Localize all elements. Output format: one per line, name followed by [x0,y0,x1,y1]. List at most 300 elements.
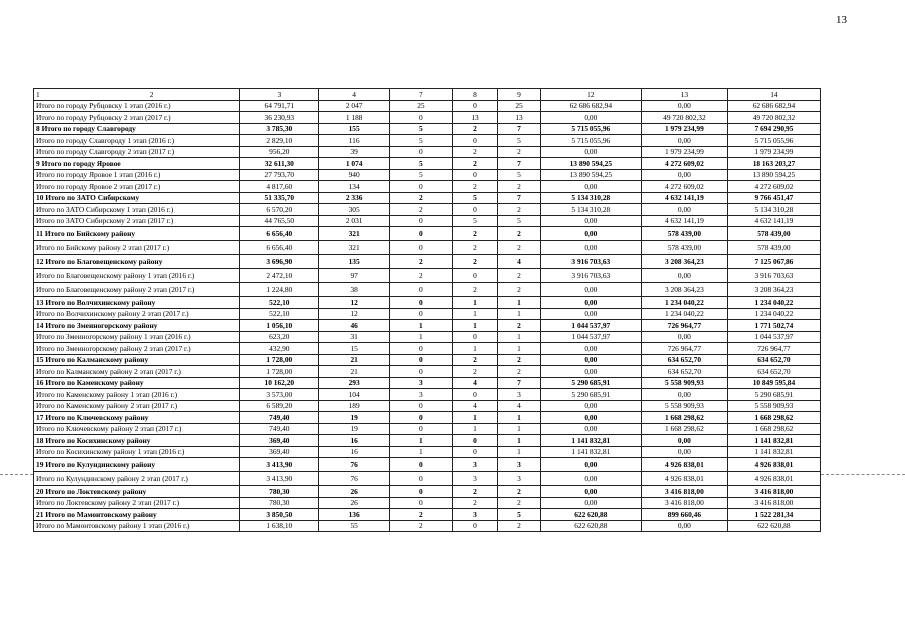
stage1-cost: 5 134 310,28 [540,204,641,216]
residents-count: 26 [319,497,390,509]
stage1-cost: 0,00 [540,423,641,435]
row-name-cell [34,192,240,204]
stage1-cost: 0,00 [540,400,641,412]
stage2-count: 3 [452,472,498,486]
row-name: Итого по Калманскому району 2 этап (2017 г.) [36,366,181,376]
total-cost: 5 558 909,93 [727,400,820,412]
stage2-cost: 5 558 909,93 [641,377,727,389]
total-count: 1 [498,343,540,355]
area-value: 3 696,90 [240,255,319,269]
total-count: 3 [498,389,540,401]
stage2-count: 2 [452,158,498,170]
stage1-cost: 5 715 055,96 [540,135,641,147]
row-name: Итого по городу Яровое [41,158,121,168]
table-row [34,283,821,297]
stage1-cost: 0,00 [540,215,641,227]
total-cost: 4 272 609,02 [727,181,820,193]
total-cost: 634 652,70 [727,366,820,378]
total-count: 5 [498,135,540,147]
stage2-count: 2 [452,255,498,269]
total-count: 2 [498,269,540,283]
row-name-cell [34,366,240,378]
total-cost: 3 208 364,23 [727,283,820,297]
dashed-separator-left [0,474,33,475]
row-name: Итого по городу Славгороду 1 этап (2016 г.) [36,135,175,145]
total-count: 1 [498,331,540,343]
residents-count: 76 [319,458,390,472]
stage1-cost: 0,00 [540,297,641,309]
table-row [34,472,821,486]
stage2-count: 0 [452,269,498,283]
total-cost: 62 686 682,94 [727,100,820,112]
total-count: 1 [498,446,540,458]
residents-count: 19 [319,423,390,435]
stage2-count: 1 [452,308,498,320]
stage2-cost: 3 416 818,00 [641,497,727,509]
residents-count: 46 [319,320,390,332]
stage1-cost: 0,00 [540,308,641,320]
column-number-13: 13 [641,89,727,101]
residents-count: 55 [319,520,390,532]
residents-count: 1 188 [319,112,390,124]
row-name: Итого по Косихинскому району [45,435,151,445]
stage1-count: 0 [390,423,453,435]
total-count: 2 [498,520,540,532]
stage1-count: 0 [390,458,453,472]
residents-count: 76 [319,472,390,486]
stage2-count: 2 [452,181,498,193]
row-name-cell [34,389,240,401]
row-name: Итого по ЗАТО Сибирскому 2 этап (2017 г.) [36,216,174,226]
area-value: 780,30 [240,486,319,498]
residents-count: 321 [319,241,390,255]
column-number-header-1-2 [34,89,240,101]
row-name-cell [34,354,240,366]
row-name-cell [34,509,240,521]
stage2-cost: 726 964,77 [641,320,727,332]
row-name: Итого по Ключевскому району [45,412,149,422]
row-index: 9 [36,158,40,168]
page-number: 13 [836,14,847,26]
stage2-count: 2 [452,283,498,297]
table-row [34,269,821,283]
stage1-cost: 5 290 685,91 [540,377,641,389]
residents-count: 134 [319,181,390,193]
stage2-cost: 4 926 838,01 [641,472,727,486]
total-cost: 1 044 537,97 [727,331,820,343]
stage2-count: 2 [452,227,498,241]
residents-count: 39 [319,146,390,158]
row-name: Итого по городу Яровое 1 этап (2016 г.) [36,170,161,180]
stage2-count: 2 [452,354,498,366]
total-cost: 4 632 141,19 [727,215,820,227]
stage1-count: 25 [390,100,453,112]
residents-count: 19 [319,412,390,424]
stage2-count: 3 [452,509,498,521]
stage2-cost: 5 558 909,93 [641,400,727,412]
table-row [34,366,821,378]
total-cost: 7 694 290,95 [727,123,820,135]
row-name: Итого по Мамонтовскому району [45,509,157,519]
stage2-count: 2 [452,366,498,378]
stage1-count: 2 [390,509,453,521]
column-number-9: 9 [498,89,540,101]
row-index: 21 [36,509,44,519]
stage1-cost: 0,00 [540,366,641,378]
stage1-cost: 0,00 [540,241,641,255]
row-index: 20 [36,486,44,496]
residents-count: 12 [319,297,390,309]
column-number-8: 8 [452,89,498,101]
column-number-3: 3 [240,89,319,101]
total-cost: 4 926 838,01 [727,472,820,486]
stage2-cost: 3 416 818,00 [641,486,727,498]
total-cost: 49 720 802,32 [727,112,820,124]
stage1-cost: 0,00 [540,354,641,366]
row-name: Итого по Кулундинскому району 2 этап (2017 г.) [36,473,188,483]
stage2-cost: 1 668 298,62 [641,423,727,435]
total-count: 1 [498,435,540,447]
area-value: 2 472,10 [240,269,319,283]
row-name: Итого по Кулундинскому району [45,459,156,469]
stage1-cost: 3 916 703,63 [540,255,641,269]
stage2-cost: 0,00 [641,135,727,147]
stage1-count: 0 [390,472,453,486]
stage2-cost: 4 632 141,19 [641,215,727,227]
row-name-cell [34,412,240,424]
row-name-cell [34,308,240,320]
stage1-count: 0 [390,227,453,241]
total-count: 7 [498,158,540,170]
row-name-cell [34,446,240,458]
area-value: 749,40 [240,412,319,424]
residents-count: 116 [319,135,390,147]
stage1-count: 5 [390,158,453,170]
row-name: Итого по Мамонтовскому району 1 этап (2016 г.) [36,521,190,531]
stage1-count: 0 [390,497,453,509]
total-cost: 5 290 685,91 [727,389,820,401]
stage1-count: 5 [390,169,453,181]
area-value: 1 056,10 [240,320,319,332]
stage2-count: 13 [452,112,498,124]
stage1-count: 0 [390,297,453,309]
total-count: 13 [498,112,540,124]
column-number-1: 1 [36,89,40,99]
row-name-cell [34,146,240,158]
stage2-cost: 899 660,46 [641,509,727,521]
table-row [34,204,821,216]
total-count: 2 [498,181,540,193]
stage2-count: 3 [452,458,498,472]
row-index: 17 [36,412,44,422]
stage1-count: 0 [390,112,453,124]
total-count: 2 [498,366,540,378]
column-number-7: 7 [390,89,453,101]
total-count: 3 [498,458,540,472]
row-index: 8 [36,124,40,134]
total-cost: 634 652,70 [727,354,820,366]
residents-count: 15 [319,343,390,355]
stage2-count: 2 [452,123,498,135]
stage1-cost: 0,00 [540,181,641,193]
stage1-cost: 5 290 685,91 [540,389,641,401]
table-row [34,241,821,255]
row-name-cell [34,472,240,486]
total-count: 7 [498,377,540,389]
stage1-cost: 0,00 [540,486,641,498]
table-row-total [34,377,821,389]
stage2-count: 2 [452,146,498,158]
row-name-cell [34,241,240,255]
residents-count: 104 [319,389,390,401]
stage1-cost: 5 134 310,28 [540,192,641,204]
total-count: 3 [498,472,540,486]
stage1-cost: 1 141 832,81 [540,446,641,458]
table-row-total [34,354,821,366]
stage2-count: 1 [452,343,498,355]
area-value: 6 656,40 [240,241,319,255]
stage1-cost: 622 620,88 [540,520,641,532]
total-count: 1 [498,412,540,424]
table-row-total [34,227,821,241]
table-row [34,520,821,532]
stage2-cost: 0,00 [641,169,727,181]
stage1-cost: 13 890 594,25 [540,169,641,181]
area-value: 749,40 [240,423,319,435]
stage2-count: 0 [452,446,498,458]
row-name: Итого по ЗАТО Сибирскому 1 этап (2016 г.) [36,204,174,214]
stage1-count: 0 [390,400,453,412]
total-cost: 3 416 818,00 [727,497,820,509]
row-index: 10 [36,193,44,203]
residents-count: 940 [319,169,390,181]
residents-count: 155 [319,123,390,135]
row-name: Итого по Локтевскому району 2 этап (2017 г.) [36,498,180,508]
area-value: 780,30 [240,497,319,509]
stage2-cost: 0,00 [641,389,727,401]
area-value: 4 817,60 [240,181,319,193]
row-name-cell [34,320,240,332]
stage1-cost: 0,00 [540,458,641,472]
stage1-count: 0 [390,366,453,378]
row-name-cell [34,486,240,498]
stage2-cost: 0,00 [641,435,727,447]
stage2-cost: 0,00 [641,520,727,532]
residents-count: 21 [319,354,390,366]
stage1-cost: 0,00 [540,343,641,355]
total-cost: 5 715 055,96 [727,135,820,147]
total-cost: 578 439,00 [727,241,820,255]
total-cost: 1 141 832,81 [727,435,820,447]
stage2-count: 0 [452,169,498,181]
stage1-cost: 0,00 [540,146,641,158]
stage1-count: 0 [390,486,453,498]
row-name-cell [34,227,240,241]
total-cost: 3 916 703,63 [727,269,820,283]
row-name-cell [34,181,240,193]
stage1-count: 2 [390,204,453,216]
row-name: Итого по Локтевскому району [45,486,147,496]
stage2-cost: 0,00 [641,269,727,283]
residents-count: 136 [319,509,390,521]
stage1-count: 1 [390,435,453,447]
total-count: 25 [498,100,540,112]
column-number-4: 4 [319,89,390,101]
total-cost: 9 766 451,47 [727,192,820,204]
row-name: Итого по Благовещенскому району 1 этап (2016 г.) [36,270,195,280]
total-cost: 726 964,77 [727,343,820,355]
total-cost: 10 849 595,84 [727,377,820,389]
stage2-cost: 726 964,77 [641,343,727,355]
total-cost: 3 416 818,00 [727,486,820,498]
stage2-cost: 578 439,00 [641,227,727,241]
stage1-cost: 1 141 832,81 [540,435,641,447]
area-value: 27 793,70 [240,169,319,181]
stage2-cost: 0,00 [641,100,727,112]
stage1-cost: 1 044 537,97 [540,320,641,332]
stage1-count: 0 [390,241,453,255]
stage2-cost: 0,00 [641,204,727,216]
area-value: 369,40 [240,435,319,447]
total-count: 2 [498,354,540,366]
area-value: 1 638,10 [240,520,319,532]
total-count: 5 [498,169,540,181]
row-name: Итого по ЗАТО Сибирскому [45,193,140,203]
residents-count: 26 [319,486,390,498]
table-row [34,146,821,158]
row-index: 18 [36,435,44,445]
area-value: 6 570,20 [240,204,319,216]
row-name: Итого по городу Славгороду [41,124,136,134]
table-row [34,308,821,320]
total-count: 2 [498,497,540,509]
row-name: Итого по Змеиногорскому району 1 этап (2016 г.) [36,332,191,342]
row-name: Итого по Змеиногорскому району 2 этап (2017 г.) [36,343,191,353]
stage2-count: 1 [452,423,498,435]
residents-count: 21 [319,366,390,378]
stage2-count: 0 [452,389,498,401]
row-name: Итого по Благовещенскому району [45,256,163,266]
area-value: 623,20 [240,331,319,343]
stage2-cost: 1 668 298,62 [641,412,727,424]
row-name-cell [34,435,240,447]
stage2-cost: 4 926 838,01 [641,458,727,472]
row-name-cell [34,343,240,355]
total-cost: 622 620,88 [727,520,820,532]
row-name-cell [34,269,240,283]
area-value: 51 335,70 [240,192,319,204]
stage2-cost: 1 234 040,22 [641,308,727,320]
stage1-cost: 5 715 055,96 [540,123,641,135]
stage2-cost: 1 979 234,99 [641,146,727,158]
row-name: Итого по Волчихинскому району [45,297,156,307]
table-row [34,169,821,181]
stage2-count: 0 [452,331,498,343]
total-cost: 1 771 502,74 [727,320,820,332]
row-name-cell [34,255,240,269]
table-body [34,89,821,532]
stage2-count: 0 [452,435,498,447]
total-cost: 1 522 281,34 [727,509,820,521]
table-row [34,446,821,458]
column-number-2: 2 [149,89,154,99]
stage1-cost: 0,00 [540,112,641,124]
stage1-cost: 3 916 703,63 [540,269,641,283]
stage1-count: 3 [390,389,453,401]
table-row-total [34,192,821,204]
row-name: Итого по Ключевскому району 2 этап (2017 г.) [36,424,182,434]
stage1-count: 3 [390,377,453,389]
stage2-count: 0 [452,520,498,532]
table-row-total [34,123,821,135]
total-count: 7 [498,123,540,135]
row-name: Итого по Бийскому району 2 этап (2017 г.) [36,242,170,252]
area-value: 3 573,00 [240,389,319,401]
stage1-cost: 0,00 [540,227,641,241]
table-row-total [34,412,821,424]
row-name: Итого по Калманскому району [45,355,149,365]
stage1-cost: 0,00 [540,472,641,486]
stage1-count: 0 [390,181,453,193]
stage2-count: 2 [452,241,498,255]
residents-count: 189 [319,400,390,412]
stage2-count: 0 [452,204,498,216]
residents-count: 97 [319,269,390,283]
total-count: 1 [498,423,540,435]
area-value: 432,90 [240,343,319,355]
row-index: 16 [36,378,44,388]
area-value: 2 829,10 [240,135,319,147]
stage1-count: 1 [390,446,453,458]
total-count: 5 [498,509,540,521]
area-value: 1 728,00 [240,354,319,366]
total-count: 1 [498,308,540,320]
total-cost: 5 134 310,28 [727,204,820,216]
stage1-count: 0 [390,412,453,424]
stage1-count: 0 [390,308,453,320]
area-value: 1 728,00 [240,366,319,378]
stage2-cost: 4 272 609,02 [641,158,727,170]
row-name: Итого по Благовещенскому району 2 этап (2017 г.) [36,284,195,294]
stage1-count: 5 [390,123,453,135]
table-row-total [34,435,821,447]
stage1-count: 2 [390,269,453,283]
area-value: 369,40 [240,446,319,458]
stage2-count: 0 [452,100,498,112]
row-name-cell [34,458,240,472]
residents-count: 31 [319,331,390,343]
area-value: 10 162,20 [240,377,319,389]
residents-count: 2 047 [319,100,390,112]
residents-count: 16 [319,435,390,447]
row-name: Итого по городу Славгороду 2 этап (2017 г.) [36,147,175,157]
total-count: 4 [498,255,540,269]
table-row-total [34,320,821,332]
area-value: 36 230,93 [240,112,319,124]
residents-count: 2 031 [319,215,390,227]
residents-count: 38 [319,283,390,297]
stage1-cost: 0,00 [540,283,641,297]
row-name-cell [34,123,240,135]
stage2-count: 1 [452,320,498,332]
stage1-count: 2 [390,520,453,532]
total-cost: 7 125 067,86 [727,255,820,269]
stage2-cost: 1 234 040,22 [641,297,727,309]
total-count: 4 [498,400,540,412]
row-name: Итого по Каменскому району 1 этап (2016 г.) [36,389,178,399]
table-row [34,497,821,509]
residents-count: 16 [319,446,390,458]
